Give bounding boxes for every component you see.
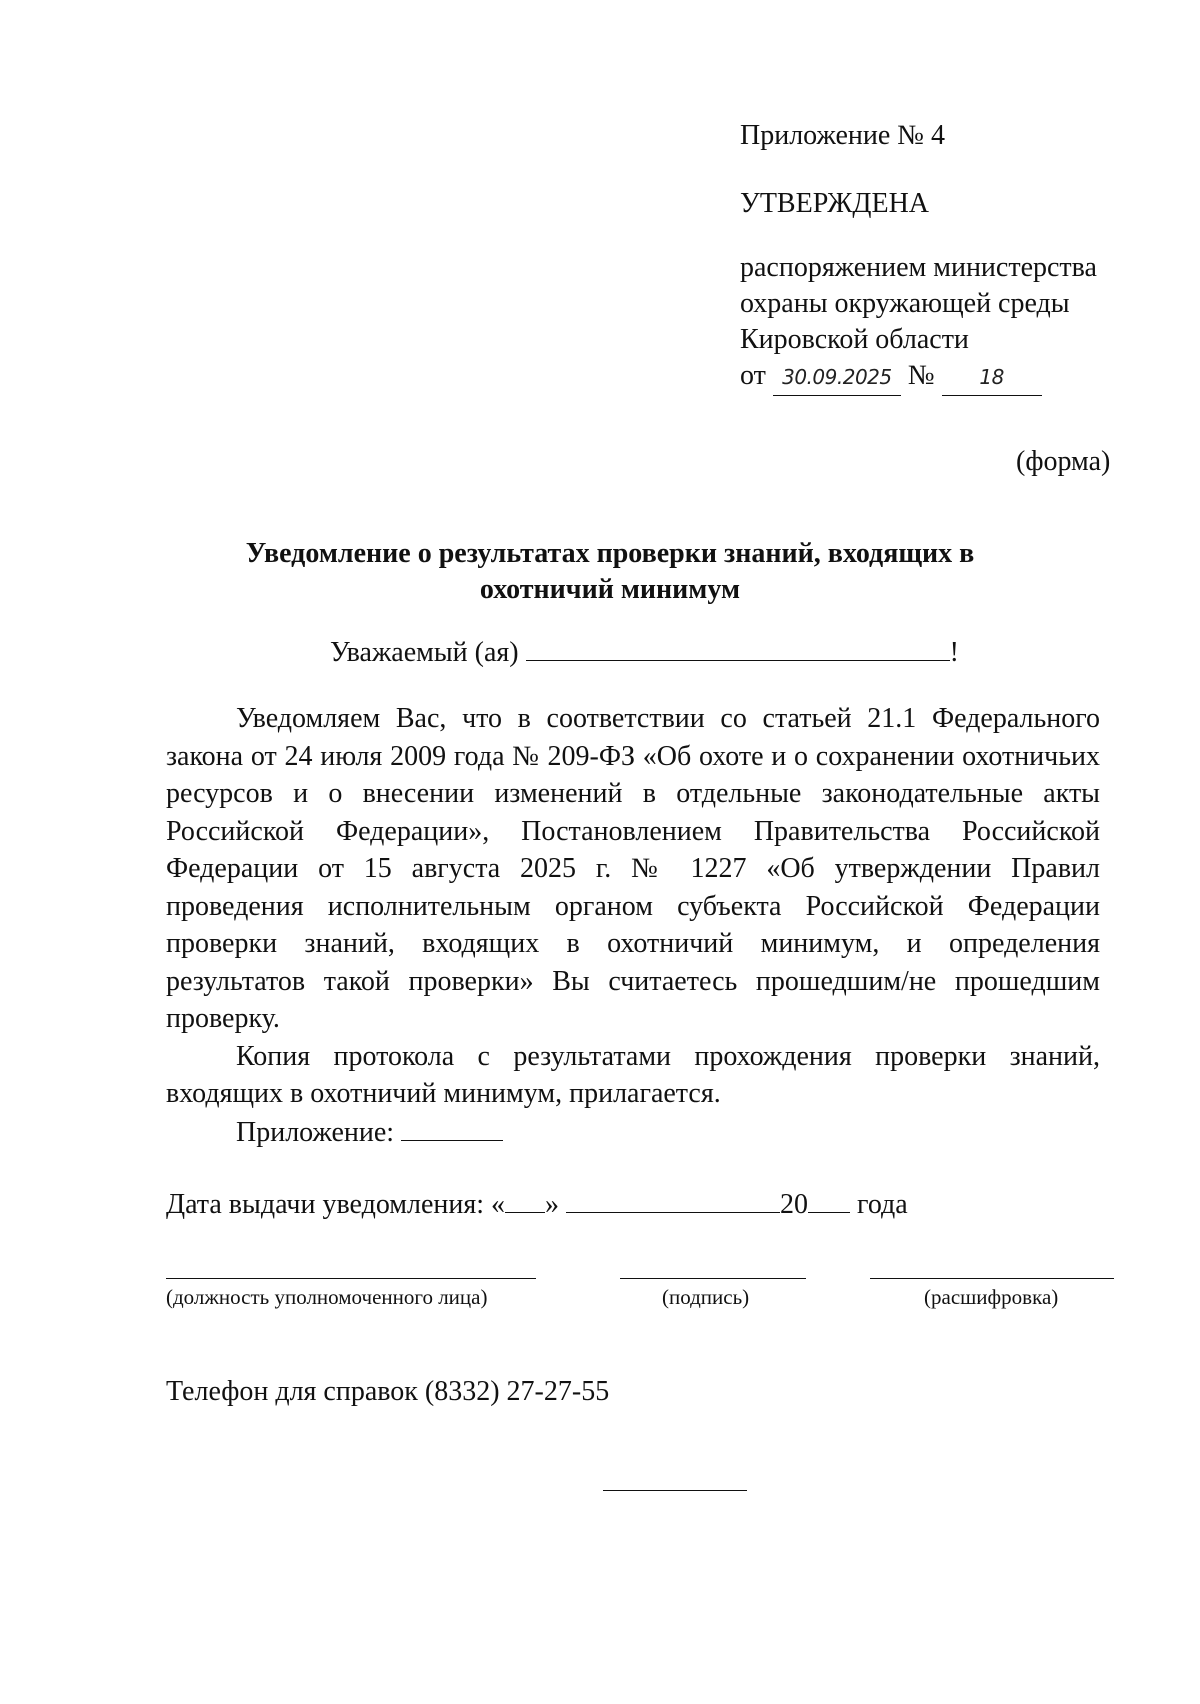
appendix-number: Приложение № 4	[740, 120, 945, 151]
approval-date-value: 30.09.2025	[773, 359, 901, 396]
issue-year-suffix: года	[857, 1189, 908, 1220]
issuer-line-3: Кировской области	[740, 324, 969, 355]
greeting-suffix: !	[949, 637, 959, 668]
approval-date-line	[740, 358, 1042, 396]
document-title	[150, 536, 1070, 608]
issue-date-close-quote: »	[545, 1189, 560, 1220]
end-divider	[603, 1490, 747, 1491]
attachment-line	[236, 1114, 503, 1151]
issue-month-blank	[566, 1186, 780, 1213]
greeting-line	[330, 634, 959, 671]
title-line-1: Уведомление о результатах проверки знаний, входящих в	[245, 538, 975, 569]
issue-day-blank	[505, 1186, 545, 1213]
date-prefix: от	[740, 360, 766, 391]
number-prefix: №	[907, 360, 935, 391]
attachment-label: Приложение:	[236, 1117, 395, 1148]
approved-label: УТВЕРЖДЕНА	[740, 188, 930, 219]
issue-year-blank	[808, 1186, 850, 1213]
attachment-blank	[401, 1114, 503, 1141]
form-label: (форма)	[1016, 446, 1111, 477]
issue-date-label: Дата выдачи уведомления: «	[166, 1189, 506, 1220]
recipient-name-blank	[526, 634, 950, 661]
notification-body	[166, 700, 1100, 1113]
approval-number-value: 18	[942, 359, 1042, 396]
signature-caption: (подпись)	[662, 1285, 750, 1309]
greeting-prefix: Уважаемый (ая)	[330, 637, 519, 668]
reference-phone: Телефон для справок (8332) 27-27-55	[166, 1376, 610, 1407]
issuer-line-2: охраны окружающей среды	[740, 288, 1070, 319]
transcript-caption: (расшифровка)	[924, 1285, 1059, 1309]
position-signature-line	[166, 1278, 536, 1279]
paragraph-main: Уведомляем Вас, что в соответствии со статьей 21.1 Федерального закона от 24 июля 2009 года № 209-ФЗ «Об охоте и о сохранении охотничьих ресурсов и о внесении изменений в отдельные законодательные акты Российской Федерации», Постановлением Правительства Российской Федерации от 15 августа 2025 г. № 1227 «Об утверждении Правил проведения исполнительным органом субъекта Российской Федерации проверки знаний, входящих в охотничий минимум, и определения результатов такой проверки» Вы считаетесь прошедшим/не прошедшим проверку.	[166, 703, 1100, 1034]
issue-date-line	[166, 1186, 908, 1223]
signature-line	[620, 1278, 806, 1279]
transcript-signature-line	[870, 1278, 1114, 1279]
position-caption: (должность уполномоченного лица)	[166, 1285, 488, 1309]
issuer-line-1: распоряжением министерства	[740, 252, 1097, 283]
paragraph-copy: Копия протокола с результатами прохождения проверки знаний, входящих в охотничий минимум, прилагается.	[166, 1040, 1100, 1109]
title-line-2: охотничий минимум	[479, 574, 741, 605]
issue-year-prefix: 20	[780, 1189, 809, 1220]
